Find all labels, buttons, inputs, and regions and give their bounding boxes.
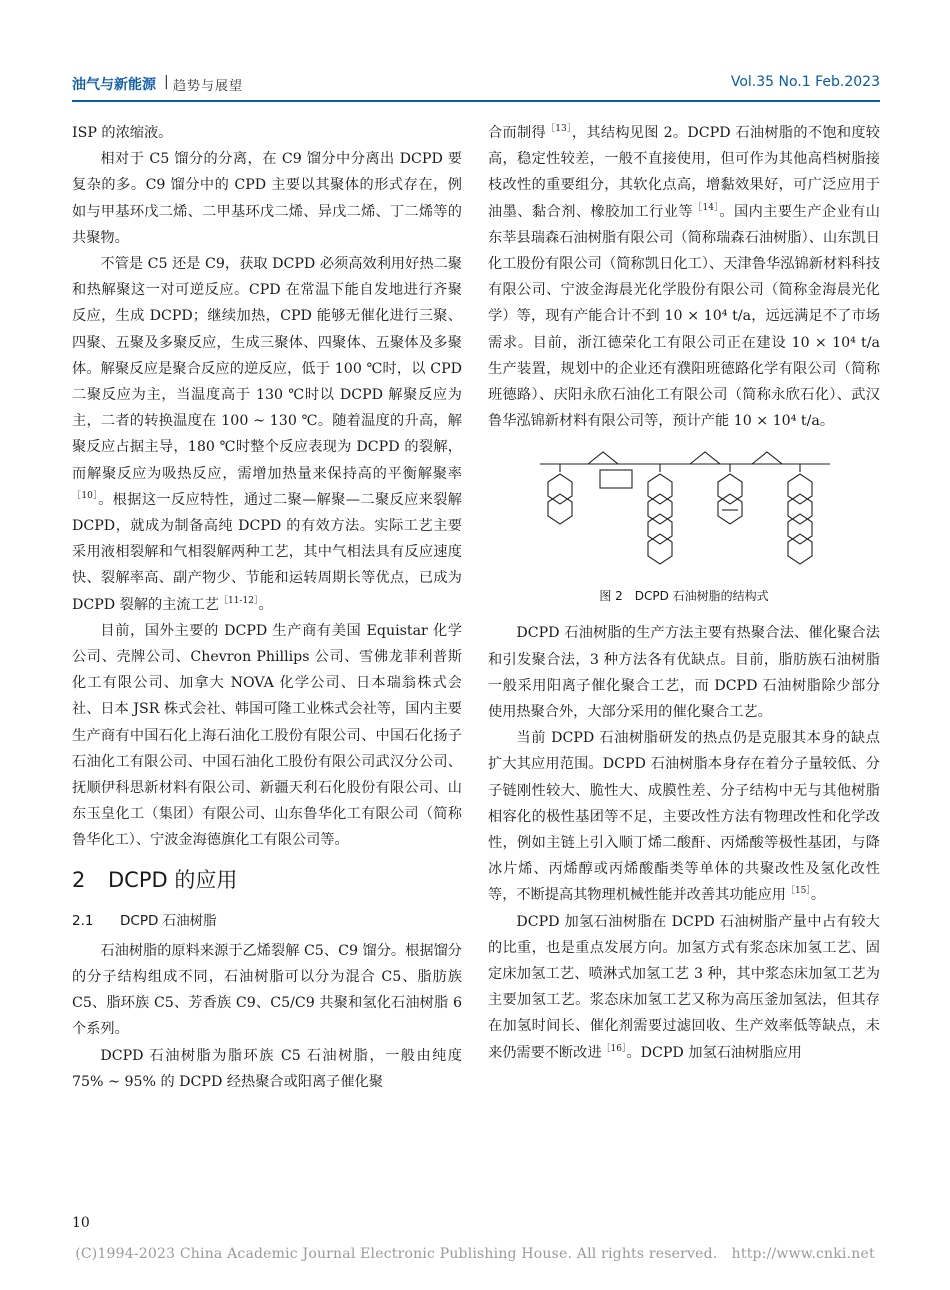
section-name: 趋势与展望: [173, 79, 244, 94]
right-column: [488, 120, 880, 1066]
paragraph: 合而制得$^{[13]}$，其结构见图 2。DCPD 石油树脂的不饱和度较高，稳定性较差，一般不直接使用，但可作为其他高档树脂接枝改性的重要组分，其软化点高，增黏效果好，可广泛应用于油墨、黏合剂、橡胶加工行业等$^{[14]}$。国内主要生产企业有山东莘县瑞森石油树脂有限公司（简称瑞森石油树脂）、山东凯日化工股份有限公司（简称凯日化工）、天津鲁华泓锦新材料科技有限公司、宁波金海晨光化学股份有限公司（简称金海晨光化学）等，现有产能合计不到 10 × 10⁴ t/a，远远满足不了市场需求。目前，浙江德荣化工有限公司正在建设 10 × 10⁴ t/a 生产装置，规划中的企业还有濮阳班德路化学有限公司（简称班德路）、庆阳永欣石油化工有限公司（简称永欣石化）、武汉鲁华泓锦新材料有限公司等，预计产能 10 × 10⁴ t/a。: [488, 124, 880, 430]
dcpd-resin-structure-diagram: [540, 446, 830, 578]
paragraph: 石油树脂的原料来源于乙烯裂解 C5、C9 馏分。根据馏分的分子结构组成不同，石油树脂可以分为混合 C5、脂肪族 C5、脂环族 C5、芳香族 C9、C5/C9 共聚和氢化石油树脂 6 个系列。: [72, 942, 462, 1038]
citation[interactable]: ［10］: [72, 490, 99, 501]
citation[interactable]: ［13］: [545, 124, 572, 134]
figure-caption: 图 2 DCPD 石油树脂的结构式: [599, 589, 769, 604]
structure-figure: [488, 446, 880, 586]
paragraph: 不管是 C5 还是 C9，获取 DCPD 必须高效利用好热二聚和热解聚这一对可逆反应。CPD 在常温下能自发地进行齐聚反应，生成 DCPD；继续加热，CPD 能够无催化进行三聚、四聚、五聚及多聚反应，生成三聚体、四聚体、五聚体及多聚体。解聚反应是聚合反应的逆反应，低于 100 ℃时，以 CPD 二聚反应为主，当温度高于 130 ℃时以 DCPD 解聚反应为主，二者的转换温度在 100 ~ 130 ℃。随着温度的升高，解聚反应占据主导，180 ℃时整个反应表现为 DCPD 的裂解，而解聚反应为吸热反应，需增加热量来保持高的平衡解聚率$^{[10]}$。根据这一反应特性，通过二聚—解聚—二聚反应来裂解 DCPD，就成为制备高纯 DCPD 的有效方法。实际工艺主要采用液相裂解和气相裂解两种工艺，其中气相法具有反应速度快、裂解率高、副产物少、节能和运转周期长等优点，已成为 DCPD 裂解的主流工艺$^{[11-12]}$。: [72, 256, 462, 613]
citation[interactable]: ［16］: [601, 1043, 627, 1054]
paragraph: 当前 DCPD 石油树脂研发的热点仍是克服其本身的缺点扩大其应用范围。DCPD 石油树脂本身存在着分子量较低、分子链刚性较大、脆性大、成膜性差、分子结构中无与其他树脂相容化的极性基团等不足，主要改性方法有物理改性和化学改性，例如主链上引入顺丁烯二酸酐、丙烯酸等极性基团，与降冰片烯、丙烯醇或丙烯酸酯类等单体的共聚改性及氢化改性等，不断提高其物理机械性能并改善其功能应用$^{[15]}$。: [488, 730, 880, 904]
running-header: [72, 74, 880, 100]
journal-name: 油气与新能源: [72, 77, 156, 93]
citation[interactable]: ［15］: [785, 886, 811, 897]
header-rule: [72, 100, 880, 102]
citation[interactable]: ［14］: [693, 202, 720, 213]
paragraph: DCPD 石油树脂的生产方法主要有热聚合法、催化聚合法和引发聚合法，3 种方法各有优缺点。目前，脂肪族石油树脂一般采用阳离子催化聚合工艺，而 DCPD 石油树脂除少部分使用热聚合外，大部分采用的催化聚合工艺。: [488, 625, 880, 721]
section-heading: 2 DCPD 的应用: [72, 867, 238, 892]
left-column: [72, 120, 462, 1095]
paragraph: DCPD 石油树脂为脂环族 C5 石油树脂，一般由纯度 75% ~ 95% 的 DCPD 经热聚合或阳离子催化聚: [72, 1047, 462, 1090]
volume-info: Vol.35 No.1 Feb.2023: [730, 74, 880, 90]
copyright-footer: (C)1994-2023 China Academic Journal Electronic Publishing House. All rights reserved. http://www.cnki.net: [75, 1246, 875, 1262]
paragraph: 目前，国外主要的 DCPD 生产商有美国 Equistar 化学公司、壳牌公司、Chevron Phillips 公司、雪佛龙菲利普斯化工有限公司、加拿大 NOVA 化学公司、日本瑞翁株式会社、日本 JSR 株式会社、韩国可隆工业株式会社等，国内主要生产商有中国石化上海石油化工股份有限公司、中国石化扬子石油化工有限公司、中国石油化工股份有限公司武汉分公司、抚顺伊科思新材料有限公司、新疆天利石化股份有限公司、山东玉皇化工（集团）有限公司、山东鲁华化工有限公司（简称鲁华化工）、宁波金海德旗化工有限公司等。: [72, 622, 462, 849]
page-number: 10: [72, 1215, 90, 1231]
subsection-heading: 2.1 DCPD 石油树脂: [72, 912, 217, 929]
paragraph: DCPD 加氢石油树脂在 DCPD 石油树脂产量中占有较大的比重，也是重点发展方向。加氢方式有浆态床加氢工艺、固定床加氢工艺、喷淋式加氢工艺 3 种，其中浆态床加氢工艺为主要加氢工艺。浆态床加氢工艺又称为高压釜加氢法，但其存在加氢时间长、催化剂需要过滤回收、生产效率低等缺点，未来仍需要不断改进$^{[16]}$。DCPD 加氢石油树脂应用: [488, 913, 880, 1061]
citation[interactable]: ［11-12］: [218, 595, 259, 606]
paragraph: 相对于 C5 馏分的分离，在 C9 馏分中分离出 DCPD 要复杂的多。C9 馏分中的 CPD 主要以其聚体的形式存在，例如与甲基环戊二烯、二甲基环戊二烯、异戊二烯、丁二烯等的共聚物。: [72, 151, 462, 246]
paragraph: ISP 的浓缩液。: [72, 125, 173, 141]
header-separator: |: [164, 74, 169, 90]
